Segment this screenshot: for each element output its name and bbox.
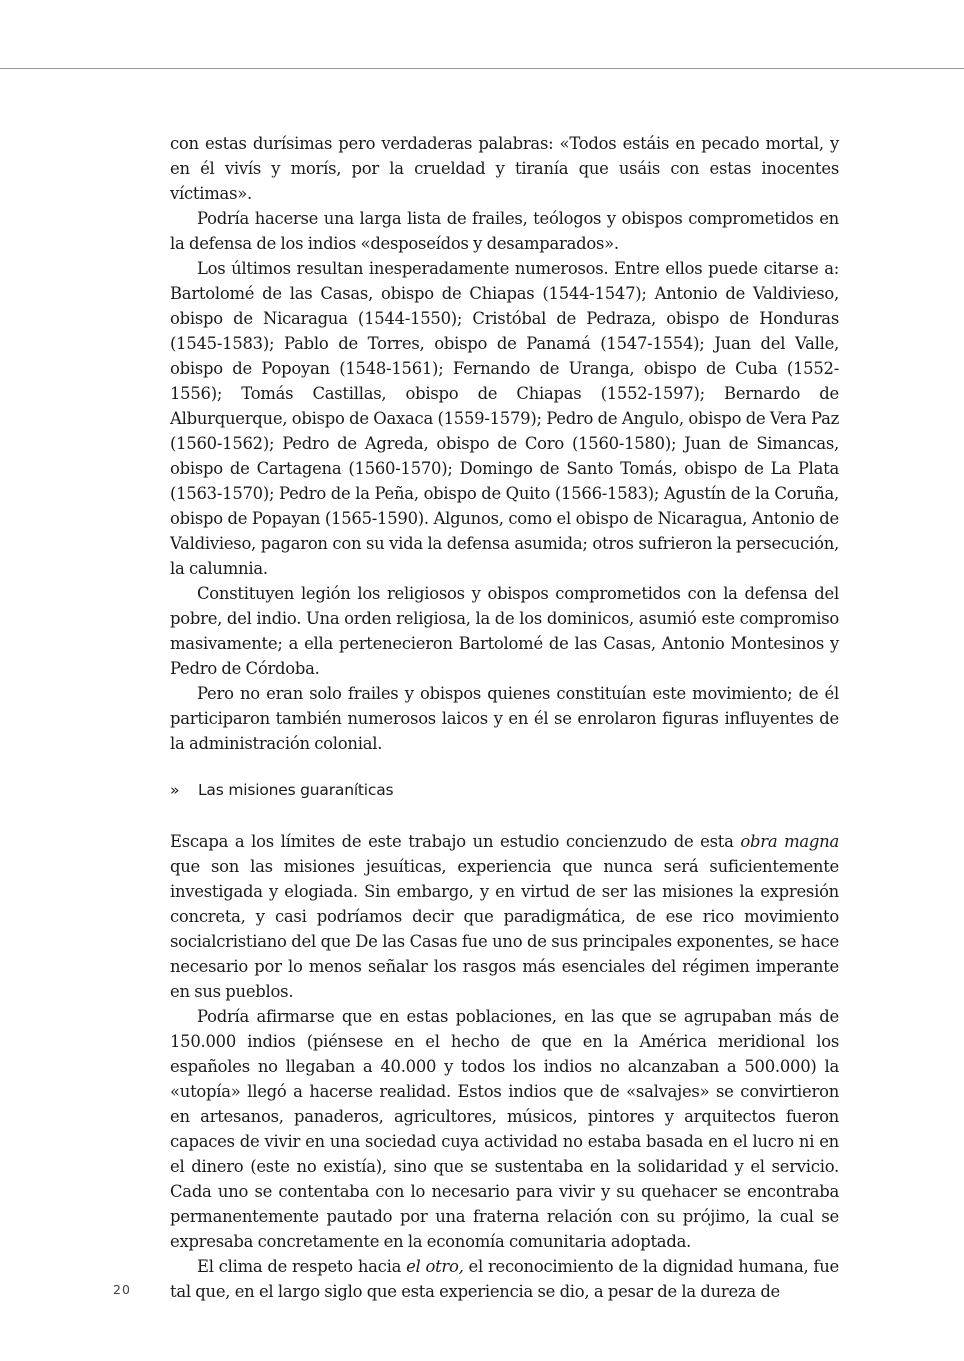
section-intro-text xyxy=(170,131,839,756)
paragraph-text: con estas durísimas pero verdaderas palabras: «Todos estáis en pecado mortal, y en él vivís y morís, por la crueldad y tiranía que usáis con estas inocentes víctimas». xyxy=(170,134,839,203)
paragraph-text: el reconocimiento de la dignidad humana, fue tal que, en el largo siglo que esta experiencia se dio, a pesar de la dureza de xyxy=(170,1257,839,1301)
section-missions-text xyxy=(170,829,839,1304)
header-rule xyxy=(0,68,964,69)
paragraph-text: El clima de respeto hacia xyxy=(197,1257,407,1276)
paragraph-text: Escapa a los límites de este trabajo un estudio concienzudo de esta xyxy=(170,832,741,851)
paragraph-text: Pero no eran solo frailes y obispos quienes constituían este movimiento; de él participaron también numerosos laicos y en él se enrolaron figuras influyentes de la administración colonial. xyxy=(170,684,839,753)
body-paragraph xyxy=(170,256,839,581)
section-heading xyxy=(170,778,839,803)
paragraph-text: Podría hacerse una larga lista de frailes, teólogos y obispos comprometidos en la defensa de los indios «desposeídos y desamparados». xyxy=(170,209,839,253)
body-paragraph xyxy=(170,1254,839,1304)
page-number: 20 xyxy=(113,1282,131,1297)
paragraph-text: Podría afirmarse que en estas poblaciones, en las que se agrupaban más de 150.000 indios (piénsese en el hecho de que en la América meridional los españoles no llegaban a 40.000 y todos los indios no alcanzaban a 500.000) la «utopía» llegó a hacerse realidad. Estos indios que de «salvajes» se convirtieron en artesanos, panaderos, agricultores, músicos, pintores y arquitectos fueron capaces de vivir en una sociedad cuya actividad no estaba basada en el lucro ni en el dinero (este no existía), sino que se sustentaba en la solidaridad y el servicio. Cada uno se contentaba con lo necesario para vivir y su quehacer se encontraba permanentemente pautado por una fraterna relación con su prójimo, la cual se expresaba concretamente en la economía comunitaria adoptada. xyxy=(170,1007,839,1251)
paragraph-text: que son las misiones jesuíticas, experiencia que nunca será suficientemente investigada y elogiada. Sin embargo, y en virtud de ser las misiones la expresión concreta, y casi podríamos decir que paradigmática, de ese rico movimiento socialcristiano del que De las Casas fue uno de sus principales exponentes, se hace necesario por lo menos señalar los rasgos más esenciales del régimen imperante en sus pueblos. xyxy=(170,857,839,1001)
body-paragraph xyxy=(170,581,839,681)
italic-phrase: obra magna xyxy=(740,832,839,851)
body-paragraph xyxy=(170,681,839,756)
paragraph-text: Constituyen legión los religiosos y obispos comprometidos con la defensa del pobre, del indio. Una orden religiosa, la de los dominicos, asumió este compromiso masivamente; a ella pertenecieron Bartolomé de las Casas, Antonio Montesinos y Pedro de Córdoba. xyxy=(170,584,839,678)
italic-phrase: el otro, xyxy=(406,1257,464,1276)
body-paragraph xyxy=(170,1004,839,1254)
heading-title: Las misiones guaraníticas xyxy=(198,781,394,799)
page-body xyxy=(170,131,839,1304)
heading-marker: » xyxy=(170,781,180,799)
paragraph-text: Los últimos resultan inesperadamente numerosos. Entre ellos puede citarse a: Bartolomé de las Casas, obispo de Chiapas (1544-1547); Antonio de Valdivieso, obispo de Nicaragua (1544-1550); Cristóbal de Pedraza, obispo de Honduras (1545-1583); Pablo de Torres, obispo de Panamá (1547-1554); Juan del Valle, obispo de Popoyan (1548-1561); Fernando de Uranga, obispo de Cuba (1552-1556); Tomás Castillas, obispo de Chiapas (1552-1597); Bernardo de Alburquerque, obispo de Oaxaca (1559-1579); Pedro de Angulo, obispo de Vera Paz (1560-1562); Pedro de Agreda, obispo de Coro (1560-1580); Juan de Simancas, obispo de Cartagena (1560-1570); Domingo de Santo Tomás, obispo de La Plata (1563-1570); Pedro de la Peña, obispo de Quito (1566-1583); Agustín de la Coruña, obispo de Popayan (1565-1590). Algunos, como el obispo de Nicaragua, Antonio de Valdivieso, pagaron con su vida la defensa asumida; otros sufrieron la persecución, la calumnia. xyxy=(170,259,839,578)
body-paragraph xyxy=(170,206,839,256)
body-paragraph xyxy=(170,131,839,206)
body-paragraph xyxy=(170,829,839,1004)
